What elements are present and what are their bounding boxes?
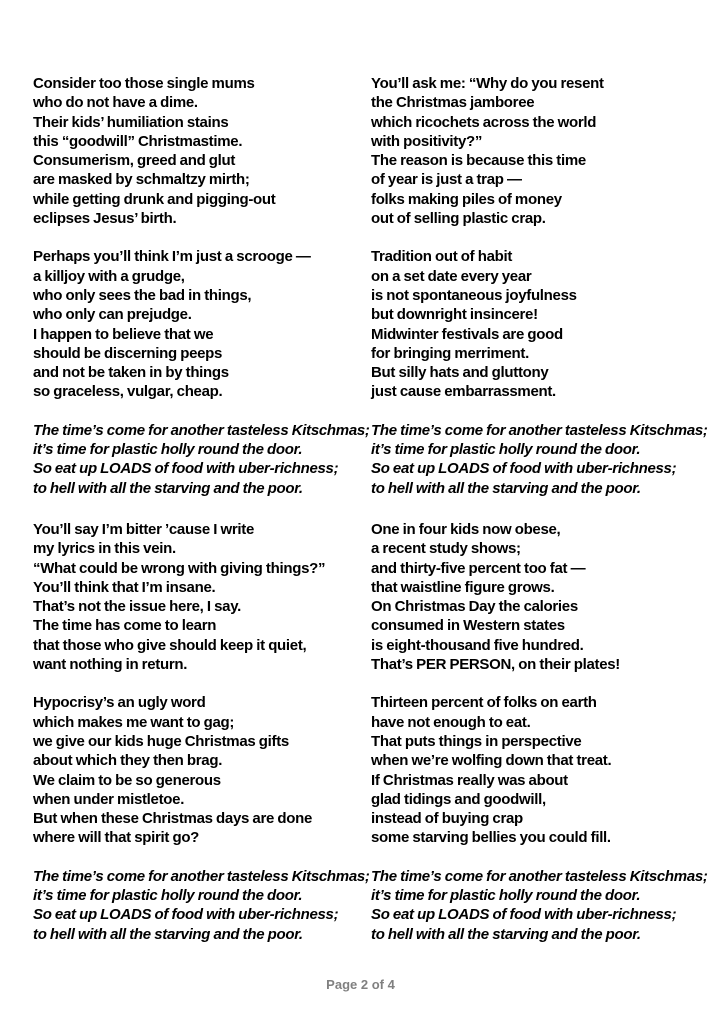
lyric-line: but downright insincere! (371, 306, 538, 324)
lyric-line: The time has come to learn (33, 617, 217, 635)
chorus-block (371, 421, 721, 498)
lyric-line: Thirteen percent of folks on earth (371, 694, 597, 712)
lyric-line: Consider too those single mums (33, 75, 255, 92)
lyric-line: That puts things in perspective (371, 732, 582, 750)
verse-block (33, 693, 371, 847)
chorus-block (33, 867, 371, 944)
lyric-line: when under mistletoe. (33, 790, 185, 808)
lyric-line: a killjoy with a grudge, (33, 267, 185, 285)
lyric-line: should be discerning peeps (33, 344, 223, 362)
chorus-block (371, 867, 721, 944)
lyric-line: this “goodwill” Christmastime. (33, 132, 243, 150)
verse-block (371, 247, 721, 401)
verse-block (33, 247, 371, 401)
lyric-line: So eat up LOADS of food with uber-richness; (371, 906, 677, 924)
lyric-line: my lyrics in this vein. (33, 540, 176, 558)
lyric-line: to hell with all the starving and the poor. (371, 925, 641, 943)
lyric-line: You’ll think that I’m insane. (33, 578, 216, 596)
lyric-line: is eight-thousand five hundred. (371, 636, 584, 654)
lyric-line: That’s not the issue here, I say. (33, 598, 241, 616)
lyric-line: so graceless, vulgar, cheap. (33, 383, 223, 401)
lyric-line: with positivity?” (371, 132, 483, 150)
lyric-line: The time’s come for another tasteless Kitschmas; (371, 421, 708, 439)
lyric-line: glad tidings and goodwill, (371, 790, 546, 808)
lyric-line: to hell with all the starving and the poor. (33, 925, 303, 943)
lyric-line: We claim to be so generous (33, 771, 221, 789)
lyric-line: that those who give should keep it quiet, (33, 636, 307, 654)
lyric-line: out of selling plastic crap. (371, 210, 546, 228)
lyric-line: consumed in Western states (371, 617, 565, 635)
lyric-line: when we’re wolfing down that treat. (371, 752, 612, 770)
lyric-line: about which they then brag. (33, 752, 223, 770)
verse-block (371, 74, 721, 228)
lyric-line: of year is just a trap — (371, 171, 522, 189)
page-number-footer: Page 2 of 4 (326, 977, 395, 992)
lyric-line: The time’s come for another tasteless Kitschmas; (371, 867, 708, 885)
lyric-line: while getting drunk and pigging-out (33, 190, 276, 208)
verse-block (371, 693, 721, 847)
lyric-line: it’s time for plastic holly round the door. (371, 886, 641, 904)
lyrics-column-right (371, 74, 721, 966)
lyric-line: the Christmas jamboree (371, 94, 535, 112)
lyric-line: “What could be wrong with giving things?” (33, 559, 326, 577)
lyric-line: So eat up LOADS of food with uber-richness; (33, 460, 339, 478)
lyric-line: it’s time for plastic holly round the door. (371, 441, 641, 459)
lyric-line: it’s time for plastic holly round the door. (33, 441, 303, 459)
lyric-line: want nothing in return. (33, 656, 188, 674)
lyric-line: Perhaps you’ll think I’m just a scrooge — (33, 248, 311, 266)
lyric-line: for bringing merriment. (371, 344, 529, 362)
lyric-line: But when these Christmas days are done (33, 810, 313, 828)
lyric-line: folks making piles of money (371, 190, 562, 208)
chorus-block (33, 421, 371, 498)
lyric-line: You’ll say I’m bitter ’cause I write (33, 520, 255, 538)
verse-block (33, 520, 371, 674)
lyric-line: is not spontaneous joyfulness (371, 286, 577, 304)
lyric-line: Consumerism, greed and glut (33, 152, 236, 170)
lyric-line: some starving bellies you could fill. (371, 829, 611, 847)
lyric-line: and not be taken in by things (33, 364, 229, 382)
lyric-line: on a set date every year (371, 267, 532, 285)
lyric-line: are masked by schmaltzy mirth; (33, 171, 250, 189)
lyric-line: If Christmas really was about (371, 771, 568, 789)
lyric-line: But silly hats and gluttony (371, 364, 549, 382)
lyric-line: eclipses Jesus’ birth. (33, 210, 177, 228)
lyric-line: That’s PER PERSON, on their plates! (371, 656, 620, 674)
lyric-line: to hell with all the starving and the poor. (33, 479, 303, 497)
lyric-line: and thirty-five percent too fat — (371, 559, 586, 577)
lyric-line: which makes me want to gag; (33, 713, 235, 731)
lyric-line: who only can prejudge. (33, 306, 192, 324)
lyric-line: which ricochets across the world (371, 113, 597, 131)
lyric-line: So eat up LOADS of food with uber-richness; (371, 460, 677, 478)
lyric-line: The reason is because this time (371, 152, 586, 170)
lyric-line: that waistline figure grows. (371, 578, 555, 596)
lyric-line: who only sees the bad in things, (33, 286, 252, 304)
lyric-line: So eat up LOADS of food with uber-richness; (33, 906, 339, 924)
lyrics-content (33, 74, 721, 966)
lyric-line: who do not have a dime. (33, 94, 198, 112)
lyric-line: have not enough to eat. (371, 713, 531, 731)
lyric-line: instead of buying crap (371, 810, 523, 828)
verse-block (33, 74, 371, 228)
lyric-line: we give our kids huge Christmas gifts (33, 732, 289, 750)
lyric-line: You’ll ask me: “Why do you resent (371, 75, 604, 92)
lyrics-column-left (33, 74, 371, 966)
lyric-line: Their kids’ humiliation stains (33, 113, 229, 131)
lyric-line: The time’s come for another tasteless Kitschmas; (33, 421, 370, 439)
verse-block (371, 520, 721, 674)
lyric-line: Midwinter festivals are good (371, 325, 563, 343)
lyric-line: The time’s come for another tasteless Kitschmas; (33, 867, 370, 885)
lyric-line: a recent study shows; (371, 540, 521, 558)
lyric-line: On Christmas Day the calories (371, 598, 578, 616)
lyric-line: it’s time for plastic holly round the door. (33, 886, 303, 904)
lyric-line: where will that spirit go? (33, 829, 200, 847)
lyric-line: I happen to believe that we (33, 325, 214, 343)
lyric-line: to hell with all the starving and the poor. (371, 479, 641, 497)
lyric-line: just cause embarrassment. (371, 383, 556, 401)
lyric-line: One in four kids now obese, (371, 520, 561, 538)
lyric-line: Tradition out of habit (371, 248, 513, 266)
lyric-line: Hypocrisy’s an ugly word (33, 694, 206, 712)
